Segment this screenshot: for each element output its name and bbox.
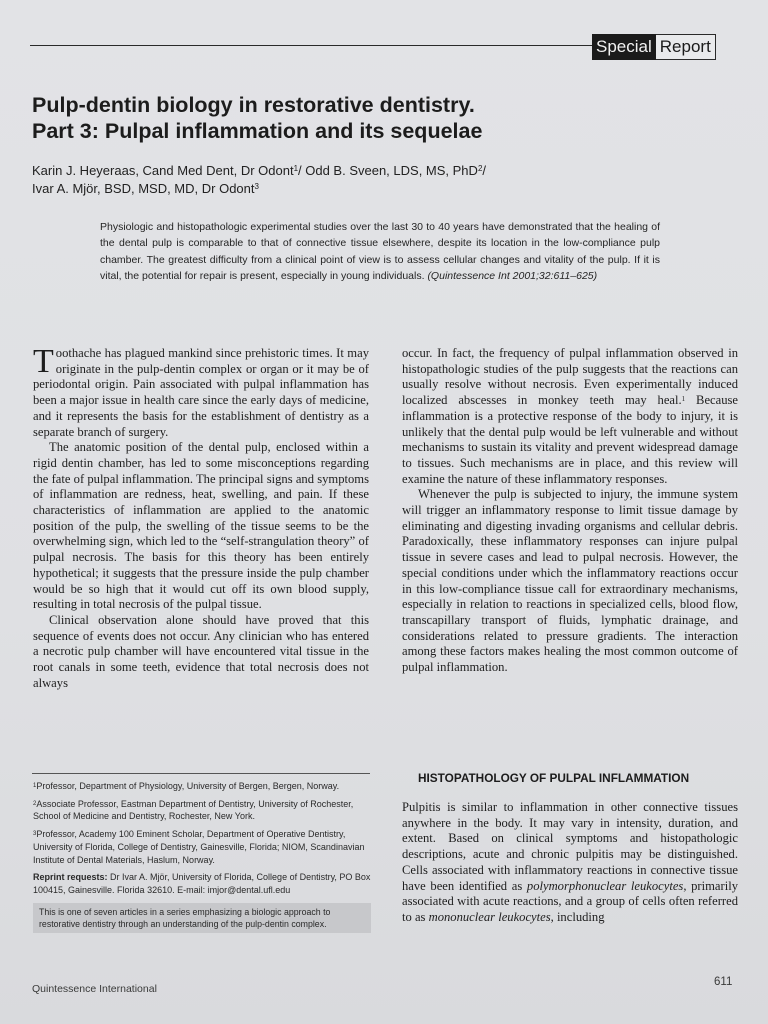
paragraph-text: , primarily associated with acute reactions, and a group of cells often referred to as [402, 878, 738, 924]
paragraph-text: Because inflammation is a protective response of the body to injury, it is unlikely that the dental pulp would be left vulnerable and without mechanisms to sustain its vitality and prevent widespread damage to tissues. Such mechanisms are in place, and this review will examine the nature of these inflammatory responses. [402, 393, 738, 486]
footnote-text: Professor, Academy 100 Eminent Scholar, Department of Operative Dentistry, University of Florida, College of Dentistry, Gainesville, Florida; NIOM, Scandinavian Institute of Dental Materials, Haslum, Norway. [33, 829, 365, 865]
tag-special: Special [592, 34, 656, 60]
author-line-2 [32, 180, 732, 198]
italic-term: mononuclear leukocytes [428, 909, 551, 924]
section-heading: HISTOPATHOLOGY OF PULPAL INFLAMMATION [418, 771, 690, 785]
body-paragraph: Whenever the pulp is subjected to injury, the immune system will trigger an inflammatory response to limit tissue damage by eliminating and digesting invading organisms and cellular debris. Paradoxically, these inflammatory responses can injure pulpal tissue in severe cases and lead to pulpal necrosis. However, the special conditions under which the inflammatory reactions occur in this low-compliance tissue call for extraordinary mechanisms, especially in relation to reactions in specialized cells, blood flow, transcapillary transport of fluids, lymphatic drainage, and considerations related to pressure gradients. The interaction among these factors makes healing the most common outcome of pulpal inflammation. [402, 487, 738, 675]
tag-report: Report [656, 34, 716, 60]
body-column-left [33, 343, 369, 691]
author-3: Ivar A. Mjör, BSD, MSD, MD, Dr Odont [32, 181, 255, 196]
drop-cap: T [33, 343, 54, 380]
body-paragraph: The anatomic position of the dental pulp, enclosed within a rigid dentin chamber, has led to some misconceptions regarding the fate of pulpal inflammation. The principal signs and symptoms of inflammation are redness, heat, swelling, and pain. If these characteristics of inflammation are applied to the anatomic position of the pulp, the swelling of the tissue seems to be the overwhelming sign, which led to the “self-strangulation theory” of pulpal necrosis. The basis for this theory has been entirely hypothetical; it suggests that the pressure inside the pulp chamber would be so high that it would cut off its own blood supply, resulting in total necrosis of the pulpal tissue. [33, 440, 369, 612]
abstract [100, 219, 660, 284]
title-line-1: Pulp-dentin biology in restorative dentistry. [32, 93, 475, 117]
author-line-1 [32, 162, 732, 180]
reprint-label: Reprint requests: [33, 872, 108, 883]
body-paragraph: Clinical observation alone should have proved that this sequence of events does not occur. Any clinician who has entered a necrotic pulp chamber will have encountered vital tissue in the root canals in some teeth, evidence that total necrosis does not always [33, 612, 369, 690]
reprint-text: Dr Ivar A. Mjör, University of Florida, College of Dentistry, PO Box 100415, Gainesville. Florida 32610. E-mail: imjor@dental.ufl.edu [33, 872, 371, 895]
body-column-right-lower [402, 800, 738, 926]
footnote-marker: 2 [33, 800, 37, 807]
page-number: 611 [714, 976, 733, 988]
footnote-3 [33, 828, 371, 866]
section-tag [592, 34, 716, 60]
reference-marker: 1 [681, 395, 686, 404]
footnote-1 [33, 780, 371, 793]
body-column-right [402, 346, 738, 676]
body-paragraph [402, 800, 738, 926]
paragraph-text: , including [550, 909, 605, 924]
author-2: / Odd B. Sveen, LDS, MS, PhD [298, 163, 478, 178]
author-1-affiliation: 1 [293, 164, 299, 173]
italic-term: polymorphonuclear leukocytes [526, 878, 684, 893]
body-paragraph [33, 343, 369, 440]
footnote-marker: 3 [33, 831, 37, 838]
paragraph-text: oothache has plagued mankind since prehistoric times. It may originate in the pulp-dentin complex or organ or it may be of periodontal origin. Pain associated with pulpal inflammation has been a major issue in health care since the early days of medicine, and it represents the basis for the establishment of dentistry as a separate branch of surgery. [33, 346, 369, 439]
header-rule [30, 45, 595, 46]
footnotes [33, 780, 371, 933]
title-line-2: Part 3: Pulpal inflammation and its sequelae [32, 119, 483, 143]
footnote-rule [32, 773, 370, 774]
abstract-citation: (Quintessence Int 2001;32:611–625) [427, 269, 598, 282]
footnote-text: Associate Professor, Eastman Department of Dentistry, University of Rochester, School of Medicine and Dentistry, Rochester, New York. [33, 798, 354, 822]
footnote-marker: 1 [33, 783, 37, 789]
author-3-affiliation: 3 [254, 182, 259, 191]
author-1: Karin J. Heyeraas, Cand Med Dent, Dr Odont [32, 163, 294, 178]
footnote-2 [33, 798, 371, 823]
series-note: This is one of seven articles in a series emphasizing a biologic approach to restorative dentistry through an understanding of the pulp-dentin complex. [33, 903, 371, 933]
journal-name: Quintessence International [32, 983, 157, 995]
footnote-text: Professor, Department of Physiology, University of Bergen, Bergen, Norway. [36, 781, 340, 791]
reprint-requests [33, 871, 371, 896]
paragraph-text: occur. In fact, the frequency of pulpal inflammation observed in histopathologic studies of the pulp suggests that the reactions can usually resolve without necrosis. Even experimentally induced localized abscesses in monkey teeth may heal. [402, 346, 738, 408]
author-2-affiliation: 2 [477, 164, 483, 173]
article-title [32, 92, 732, 144]
author-separator: / [482, 163, 487, 178]
abstract-text: Physiologic and histopathologic experimental studies over the last 30 to 40 years have demonstrated that the healing of the dental pulp is comparable to that of connective tissue elsewhere, despite its location in the low-compliance pulp chamber. The greatest difficulty from a clinical point of view is to assess cellular changes and vitality of the pulp. If it is vital, the potential for repair is present, especially in young individuals. [100, 221, 660, 282]
paragraph-text: Pulpitis is similar to inflammation in other connective tissues anywhere in the body. It may vary in intensity, duration, and extent. Based on clinical symptoms and histopathologic descriptions, acute and chronic pulpitis may be distinguished. Cells associated with inflammatory reactions in connective tissue have been identified as [402, 800, 738, 893]
author-list [32, 162, 732, 198]
body-paragraph [402, 346, 738, 487]
